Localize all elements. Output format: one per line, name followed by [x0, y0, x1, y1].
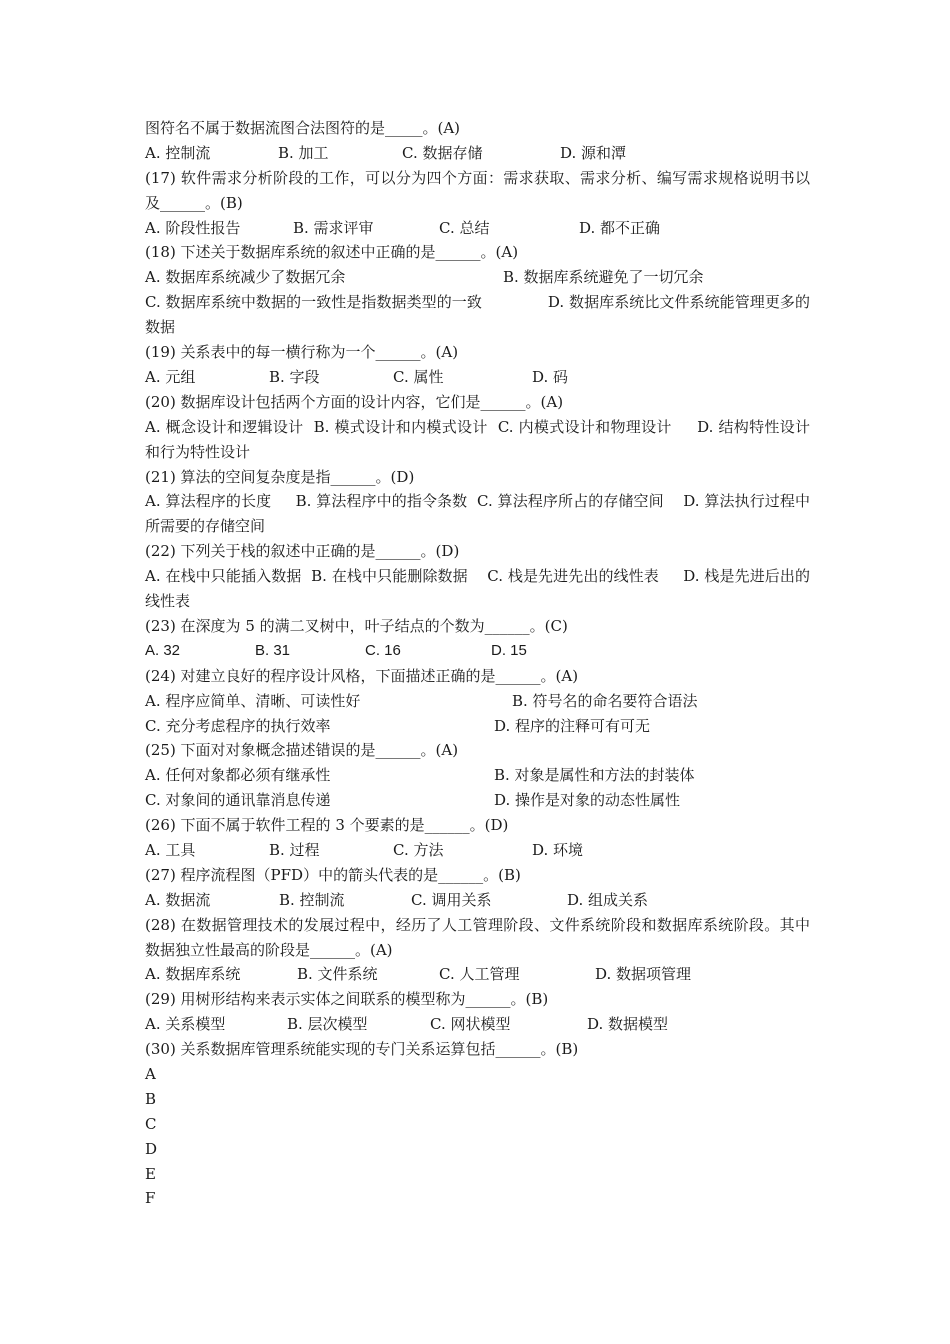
- trailing-letter: E: [145, 1164, 156, 1183]
- option-d: D. 程序的注释可有可无: [494, 716, 651, 735]
- question-21-stem: (21) 算法的空间复杂度是指______。(D): [145, 467, 415, 486]
- question-16-stem: 图符名不属于数据流图合法图符的是_____。(A): [145, 119, 461, 137]
- option-d: D. 都不正确: [579, 218, 661, 237]
- option-b: B. 在栈中只能删除数据: [311, 567, 468, 586]
- option-c: C. 数据库系统中数据的一致性是指数据类型的一致: [145, 293, 482, 312]
- option-d: D. 15: [491, 641, 527, 659]
- option-b: B. 算法程序中的指令条数: [295, 492, 468, 511]
- option-a: A. 工具: [145, 840, 196, 859]
- question-23-stem: (23) 在深度为 5 的满二叉树中，叶子结点的个数为______。(C): [145, 616, 568, 635]
- option-b: B. 过程: [269, 840, 320, 859]
- question-29-stem: (29) 用树形结构来表示实体之间联系的模型称为______。(B): [145, 990, 549, 1009]
- question-26-options: [145, 838, 810, 863]
- question-16-options: [145, 141, 810, 166]
- option-c: C. 数据存储: [402, 143, 483, 162]
- question-22-stem: (22) 下列关于栈的叙述中正确的是______。(D): [145, 542, 460, 561]
- option-d: D. 码: [532, 367, 569, 386]
- option-a: A. 元组: [145, 367, 196, 386]
- question-20-stem: (20) 数据库设计包括两个方面的设计内容，它们是______。(A): [145, 392, 564, 411]
- question-27-stem: (27) 程序流程图（PFD）中的箭头代表的是______。(B): [145, 865, 521, 884]
- question-17-stem: (17) 软件需求分析阶段的工作，可以分为四个方面：需求获取、需求分析、编写需求规格说明书以及______。(B): [145, 168, 810, 212]
- question-30-stem: (30) 关系数据库管理系统能实现的专门关系运算包括______。(B): [145, 1040, 579, 1059]
- option-b: B. 字段: [269, 367, 320, 386]
- option-a: A. 算法程序的长度: [145, 492, 272, 511]
- option-b: B. 需求评审: [293, 218, 374, 237]
- question-21-options: [145, 489, 810, 539]
- trailing-letter: C: [145, 1114, 157, 1133]
- option-c: C. 调用关系: [411, 890, 492, 909]
- option-c: C. 16: [365, 641, 401, 659]
- option-b: B. 符号名的命名要符合语法: [512, 691, 698, 710]
- option-a: A. 在栈中只能插入数据: [145, 567, 302, 586]
- trailing-letter: B: [145, 1089, 157, 1108]
- question-28-stem: (28) 在数据管理技术的发展过程中，经历了人工管理阶段、文件系统阶段和数据库系统阶段。其中数据独立性最高的阶段是______。(A): [145, 915, 810, 959]
- question-24-stem: (24) 对建立良好的程序设计风格，下面描述正确的是______。(A): [145, 666, 579, 685]
- question-29-options: [145, 1012, 810, 1037]
- option-a: A. 数据流: [145, 890, 211, 909]
- question-19-stem: (19) 关系表中的每一横行称为一个______。(A): [145, 343, 459, 362]
- trailing-letter: D: [145, 1139, 158, 1158]
- option-c: C. 方法: [393, 840, 444, 859]
- option-b: B. 控制流: [279, 890, 345, 909]
- option-a: A. 阶段性报告: [145, 218, 241, 237]
- question-18-options-row1: [145, 265, 810, 290]
- option-c: C. 总结: [439, 218, 490, 237]
- question-23-options: [145, 639, 810, 664]
- trailing-letter: F: [145, 1189, 156, 1208]
- trailing-letter: A: [145, 1065, 156, 1084]
- question-17-options: [145, 216, 810, 241]
- option-d: D. 环境: [532, 840, 584, 859]
- option-c: C. 对象间的通讯靠消息传递: [145, 791, 331, 810]
- option-b: B. 模式设计和内模式设计: [313, 417, 488, 436]
- option-c: C. 算法程序所占的存储空间: [477, 492, 664, 511]
- option-d: D. 组成关系: [567, 890, 649, 909]
- option-d: D. 数据项管理: [595, 965, 692, 984]
- option-c: C. 网状模型: [430, 1015, 511, 1034]
- option-b: B. 对象是属性和方法的封装体: [494, 766, 695, 785]
- document-page: [145, 116, 810, 1211]
- question-18-stem: (18) 下述关于数据库系统的叙述中正确的是______。(A): [145, 243, 519, 262]
- option-d: D. 栈是先进后出的线性表: [145, 567, 811, 611]
- question-20-options: [145, 415, 810, 465]
- option-b: B. 文件系统: [297, 965, 378, 984]
- question-18-options-row2: [145, 290, 810, 340]
- option-b: B. 层次模型: [287, 1015, 368, 1034]
- option-b: B. 31: [255, 641, 291, 659]
- option-a: A. 关系模型: [145, 1015, 226, 1034]
- option-d: D. 算法执行过程中所需要的存储空间: [145, 492, 811, 536]
- option-d: D. 数据库系统比文件系统能管理更多的数据: [145, 293, 810, 337]
- option-b: B. 加工: [278, 143, 329, 162]
- option-a: A. 任何对象都必须有继承性: [145, 766, 331, 785]
- option-d: D. 操作是对象的动态性属性: [494, 791, 681, 810]
- option-c: C. 充分考虑程序的执行效率: [145, 716, 331, 735]
- question-26-stem: (26) 下面不属于软件工程的 3 个要素的是______。(D): [145, 816, 509, 835]
- option-c: C. 属性: [393, 367, 444, 386]
- question-24-options-row1: [145, 689, 810, 714]
- option-b: B. 数据库系统避免了一切冗余: [503, 268, 704, 287]
- option-d: D. 源和潭: [560, 143, 627, 162]
- question-22-options: [145, 564, 810, 614]
- option-a: A. 控制流: [145, 143, 211, 162]
- question-25-options-row1: [145, 763, 810, 788]
- question-25-options-row2: [145, 788, 810, 813]
- option-c: C. 栈是先进先出的线性表: [487, 567, 659, 586]
- option-a: A. 数据库系统减少了数据冗余: [145, 268, 346, 287]
- option-d: D. 结构特性设计和行为特性设计: [145, 417, 811, 461]
- option-d: D. 数据模型: [587, 1015, 669, 1034]
- question-19-options: [145, 365, 810, 390]
- question-25-stem: (25) 下面对对象概念描述错误的是______。(A): [145, 741, 459, 760]
- option-c: C. 人工管理: [439, 965, 520, 984]
- question-28-options: [145, 962, 810, 987]
- option-a: A. 数据库系统: [145, 965, 241, 984]
- option-a: A. 32: [145, 641, 181, 659]
- question-24-options-row2: [145, 714, 810, 739]
- option-c: C. 内模式设计和物理设计: [497, 417, 672, 436]
- question-27-options: [145, 888, 810, 913]
- option-a: A. 概念设计和逻辑设计: [145, 417, 304, 436]
- option-a: A. 程序应简单、清晰、可读性好: [145, 691, 361, 710]
